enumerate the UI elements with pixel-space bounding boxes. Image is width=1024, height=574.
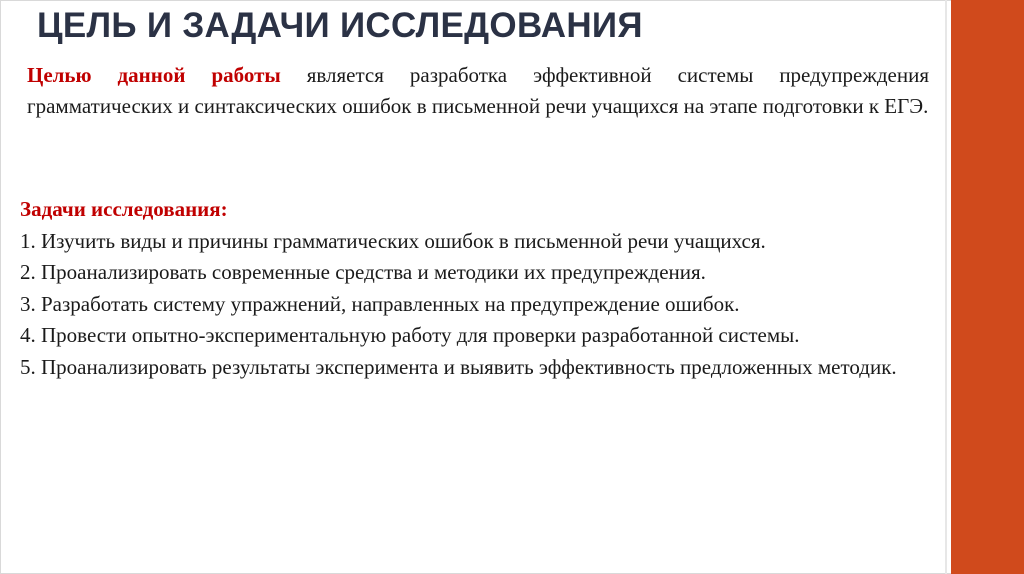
task-item-3: 3. Разработать систему упражнений, направленных на предупреждение ошибок. <box>20 291 740 316</box>
goal-label: Целью данной работы <box>27 63 281 87</box>
page-title: ЦЕЛЬ И ЗАДАЧИ ИССЛЕДОВАНИЯ <box>37 6 643 45</box>
accent-divider <box>945 0 947 574</box>
accent-side-bar <box>951 0 1024 574</box>
tasks-heading: Задачи исследования: <box>20 197 228 221</box>
goal-paragraph <box>27 60 929 122</box>
task-item-1: 1. Изучить виды и причины грамматических ошибок в письменной речи учащихся. <box>20 228 766 253</box>
task-item-4: 4. Провести опытно-экспериментальную работу для проверки разработанной системы. <box>20 323 800 347</box>
tasks-section <box>20 194 930 383</box>
goal-text: является разработка эффективной системы предупреждения грамматических и синтаксических ошибок в письменной речи учащихся на этапе подготовки к ЕГЭ. <box>27 63 929 118</box>
task-item-5: 5. Проанализировать результаты эксперимента и выявить эффективность предложенных методик. <box>20 354 897 379</box>
task-item-2: 2. Проанализировать современные средства и методики их предупреждения. <box>20 260 706 284</box>
